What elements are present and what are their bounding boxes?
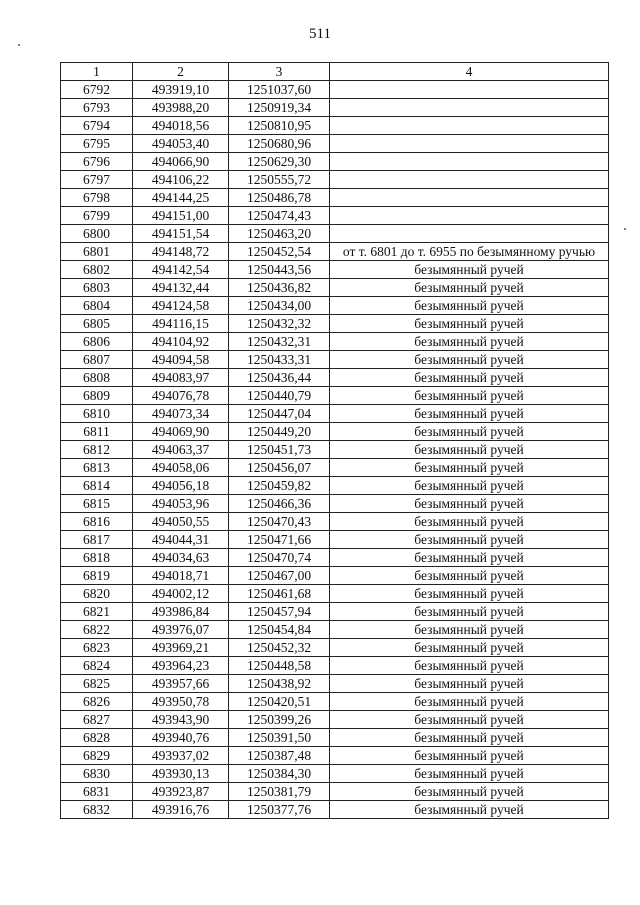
description-cell: безымянный ручей	[330, 801, 609, 819]
table-row	[61, 405, 609, 423]
point-number-cell: 6802	[61, 261, 133, 279]
x-coordinate-cell: 494044,31	[133, 531, 229, 549]
y-coordinate-cell: 1250432,31	[229, 333, 330, 351]
description-cell: безымянный ручей	[330, 405, 609, 423]
y-coordinate-cell: 1250447,04	[229, 405, 330, 423]
table-row	[61, 261, 609, 279]
table-row	[61, 603, 609, 621]
point-number-cell: 6812	[61, 441, 133, 459]
table-row	[61, 585, 609, 603]
y-coordinate-cell: 1250486,78	[229, 189, 330, 207]
scan-speck	[624, 228, 626, 230]
table-row	[61, 459, 609, 477]
table-row	[61, 189, 609, 207]
description-cell: безымянный ручей	[330, 639, 609, 657]
point-number-cell: 6819	[61, 567, 133, 585]
header-col-1: 1	[61, 63, 133, 81]
table-body	[61, 81, 609, 819]
x-coordinate-cell: 494094,58	[133, 351, 229, 369]
y-coordinate-cell: 1250456,07	[229, 459, 330, 477]
x-coordinate-cell: 494053,96	[133, 495, 229, 513]
point-number-cell: 6803	[61, 279, 133, 297]
description-cell: безымянный ручей	[330, 495, 609, 513]
y-coordinate-cell: 1250381,79	[229, 783, 330, 801]
table-row	[61, 333, 609, 351]
y-coordinate-cell: 1250384,30	[229, 765, 330, 783]
point-number-cell: 6806	[61, 333, 133, 351]
description-cell: от т. 6801 до т. 6955 по безымянному ручью	[330, 243, 609, 261]
description-cell	[330, 135, 609, 153]
description-cell: безымянный ручей	[330, 351, 609, 369]
description-cell: безымянный ручей	[330, 297, 609, 315]
header-col-2: 2	[133, 63, 229, 81]
y-coordinate-cell: 1250443,56	[229, 261, 330, 279]
description-cell: безымянный ручей	[330, 513, 609, 531]
x-coordinate-cell: 494151,54	[133, 225, 229, 243]
x-coordinate-cell: 494132,44	[133, 279, 229, 297]
table-row	[61, 495, 609, 513]
y-coordinate-cell: 1250466,36	[229, 495, 330, 513]
point-number-cell: 6811	[61, 423, 133, 441]
description-cell: безымянный ручей	[330, 765, 609, 783]
header-col-3: 3	[229, 63, 330, 81]
description-cell	[330, 207, 609, 225]
table-row	[61, 549, 609, 567]
point-number-cell: 6796	[61, 153, 133, 171]
point-number-cell: 6797	[61, 171, 133, 189]
x-coordinate-cell: 494076,78	[133, 387, 229, 405]
y-coordinate-cell: 1250452,32	[229, 639, 330, 657]
point-number-cell: 6807	[61, 351, 133, 369]
table-header	[61, 63, 609, 81]
point-number-cell: 6798	[61, 189, 133, 207]
point-number-cell: 6815	[61, 495, 133, 513]
description-cell	[330, 171, 609, 189]
y-coordinate-cell: 1250454,84	[229, 621, 330, 639]
y-coordinate-cell: 1250467,00	[229, 567, 330, 585]
x-coordinate-cell: 494053,40	[133, 135, 229, 153]
x-coordinate-cell: 493969,21	[133, 639, 229, 657]
y-coordinate-cell: 1250440,79	[229, 387, 330, 405]
y-coordinate-cell: 1250449,20	[229, 423, 330, 441]
point-number-cell: 6821	[61, 603, 133, 621]
table-row	[61, 729, 609, 747]
table-row	[61, 639, 609, 657]
y-coordinate-cell: 1250457,94	[229, 603, 330, 621]
table-row	[61, 171, 609, 189]
x-coordinate-cell: 493986,84	[133, 603, 229, 621]
y-coordinate-cell: 1250432,32	[229, 315, 330, 333]
point-number-cell: 6817	[61, 531, 133, 549]
point-number-cell: 6830	[61, 765, 133, 783]
x-coordinate-cell: 493988,20	[133, 99, 229, 117]
x-coordinate-cell: 494002,12	[133, 585, 229, 603]
y-coordinate-cell: 1250433,31	[229, 351, 330, 369]
table-row	[61, 153, 609, 171]
description-cell: безымянный ручей	[330, 675, 609, 693]
x-coordinate-cell: 493964,23	[133, 657, 229, 675]
table-row	[61, 783, 609, 801]
point-number-cell: 6794	[61, 117, 133, 135]
x-coordinate-cell: 494066,90	[133, 153, 229, 171]
description-cell: безымянный ручей	[330, 387, 609, 405]
table-row	[61, 675, 609, 693]
description-cell	[330, 225, 609, 243]
description-cell: безымянный ручей	[330, 279, 609, 297]
table-row	[61, 99, 609, 117]
point-number-cell: 6804	[61, 297, 133, 315]
x-coordinate-cell: 494083,97	[133, 369, 229, 387]
x-coordinate-cell: 494124,58	[133, 297, 229, 315]
coordinates-table	[60, 62, 609, 819]
point-number-cell: 6809	[61, 387, 133, 405]
x-coordinate-cell: 493943,90	[133, 711, 229, 729]
y-coordinate-cell: 1250680,96	[229, 135, 330, 153]
description-cell: безымянный ручей	[330, 261, 609, 279]
scan-speck	[18, 44, 20, 46]
description-cell: безымянный ручей	[330, 441, 609, 459]
point-number-cell: 6800	[61, 225, 133, 243]
header-col-4: 4	[330, 63, 609, 81]
description-cell: безымянный ручей	[330, 603, 609, 621]
point-number-cell: 6825	[61, 675, 133, 693]
y-coordinate-cell: 1250555,72	[229, 171, 330, 189]
table-row	[61, 531, 609, 549]
x-coordinate-cell: 494050,55	[133, 513, 229, 531]
table-row	[61, 369, 609, 387]
y-coordinate-cell: 1250438,92	[229, 675, 330, 693]
x-coordinate-cell: 494069,90	[133, 423, 229, 441]
description-cell: безымянный ручей	[330, 693, 609, 711]
point-number-cell: 6831	[61, 783, 133, 801]
point-number-cell: 6805	[61, 315, 133, 333]
table-row	[61, 207, 609, 225]
description-cell: безымянный ручей	[330, 783, 609, 801]
description-cell: безымянный ручей	[330, 657, 609, 675]
y-coordinate-cell: 1250459,82	[229, 477, 330, 495]
y-coordinate-cell: 1250452,54	[229, 243, 330, 261]
x-coordinate-cell: 494151,00	[133, 207, 229, 225]
x-coordinate-cell: 494073,34	[133, 405, 229, 423]
point-number-cell: 6801	[61, 243, 133, 261]
y-coordinate-cell: 1250470,74	[229, 549, 330, 567]
description-cell	[330, 81, 609, 99]
y-coordinate-cell: 1250919,34	[229, 99, 330, 117]
page-number: 511	[309, 26, 331, 42]
point-number-cell: 6829	[61, 747, 133, 765]
table-row	[61, 315, 609, 333]
point-number-cell: 6826	[61, 693, 133, 711]
description-cell	[330, 117, 609, 135]
x-coordinate-cell: 494063,37	[133, 441, 229, 459]
table-row	[61, 621, 609, 639]
table-row	[61, 441, 609, 459]
point-number-cell: 6792	[61, 81, 133, 99]
x-coordinate-cell: 493916,76	[133, 801, 229, 819]
point-number-cell: 6823	[61, 639, 133, 657]
x-coordinate-cell: 494034,63	[133, 549, 229, 567]
x-coordinate-cell: 493957,66	[133, 675, 229, 693]
point-number-cell: 6814	[61, 477, 133, 495]
point-number-cell: 6822	[61, 621, 133, 639]
description-cell: безымянный ручей	[330, 531, 609, 549]
x-coordinate-cell: 493976,07	[133, 621, 229, 639]
description-cell: безымянный ручей	[330, 477, 609, 495]
table-row	[61, 351, 609, 369]
x-coordinate-cell: 493919,10	[133, 81, 229, 99]
table-row	[61, 243, 609, 261]
y-coordinate-cell: 1250377,76	[229, 801, 330, 819]
x-coordinate-cell: 493930,13	[133, 765, 229, 783]
y-coordinate-cell: 1250629,30	[229, 153, 330, 171]
table-row	[61, 225, 609, 243]
point-number-cell: 6820	[61, 585, 133, 603]
point-number-cell: 6827	[61, 711, 133, 729]
description-cell: безымянный ручей	[330, 459, 609, 477]
x-coordinate-cell: 494058,06	[133, 459, 229, 477]
y-coordinate-cell: 1250810,95	[229, 117, 330, 135]
point-number-cell: 6818	[61, 549, 133, 567]
table-row	[61, 135, 609, 153]
y-coordinate-cell: 1251037,60	[229, 81, 330, 99]
point-number-cell: 6816	[61, 513, 133, 531]
description-cell: безымянный ручей	[330, 369, 609, 387]
x-coordinate-cell: 493940,76	[133, 729, 229, 747]
x-coordinate-cell: 494144,25	[133, 189, 229, 207]
table-row	[61, 747, 609, 765]
description-cell: безымянный ручей	[330, 729, 609, 747]
description-cell: безымянный ручей	[330, 315, 609, 333]
point-number-cell: 6793	[61, 99, 133, 117]
y-coordinate-cell: 1250399,26	[229, 711, 330, 729]
y-coordinate-cell: 1250391,50	[229, 729, 330, 747]
x-coordinate-cell: 493950,78	[133, 693, 229, 711]
point-number-cell: 6828	[61, 729, 133, 747]
x-coordinate-cell: 493923,87	[133, 783, 229, 801]
coordinates-table-wrap	[60, 62, 608, 819]
point-number-cell: 6824	[61, 657, 133, 675]
table-row	[61, 117, 609, 135]
header-row	[61, 63, 609, 81]
table-row	[61, 711, 609, 729]
table-row	[61, 693, 609, 711]
x-coordinate-cell: 494142,54	[133, 261, 229, 279]
y-coordinate-cell: 1250461,68	[229, 585, 330, 603]
table-row	[61, 279, 609, 297]
y-coordinate-cell: 1250463,20	[229, 225, 330, 243]
point-number-cell: 6810	[61, 405, 133, 423]
x-coordinate-cell: 494148,72	[133, 243, 229, 261]
description-cell: безымянный ручей	[330, 423, 609, 441]
table-row	[61, 387, 609, 405]
table-row	[61, 297, 609, 315]
description-cell: безымянный ручей	[330, 333, 609, 351]
x-coordinate-cell: 494018,56	[133, 117, 229, 135]
x-coordinate-cell: 493937,02	[133, 747, 229, 765]
description-cell: безымянный ручей	[330, 747, 609, 765]
y-coordinate-cell: 1250387,48	[229, 747, 330, 765]
table-row	[61, 423, 609, 441]
table-row	[61, 567, 609, 585]
point-number-cell: 6813	[61, 459, 133, 477]
table-row	[61, 513, 609, 531]
table-row	[61, 81, 609, 99]
x-coordinate-cell: 494056,18	[133, 477, 229, 495]
y-coordinate-cell: 1250434,00	[229, 297, 330, 315]
table-row	[61, 477, 609, 495]
y-coordinate-cell: 1250436,44	[229, 369, 330, 387]
y-coordinate-cell: 1250448,58	[229, 657, 330, 675]
description-cell	[330, 189, 609, 207]
description-cell: безымянный ручей	[330, 621, 609, 639]
y-coordinate-cell: 1250436,82	[229, 279, 330, 297]
y-coordinate-cell: 1250471,66	[229, 531, 330, 549]
description-cell: безымянный ручей	[330, 585, 609, 603]
point-number-cell: 6808	[61, 369, 133, 387]
table-row	[61, 765, 609, 783]
description-cell	[330, 99, 609, 117]
description-cell: безымянный ручей	[330, 567, 609, 585]
description-cell	[330, 153, 609, 171]
point-number-cell: 6799	[61, 207, 133, 225]
table-row	[61, 657, 609, 675]
description-cell: безымянный ручей	[330, 549, 609, 567]
y-coordinate-cell: 1250420,51	[229, 693, 330, 711]
x-coordinate-cell: 494116,15	[133, 315, 229, 333]
x-coordinate-cell: 494018,71	[133, 567, 229, 585]
table-row	[61, 801, 609, 819]
y-coordinate-cell: 1250451,73	[229, 441, 330, 459]
x-coordinate-cell: 494106,22	[133, 171, 229, 189]
point-number-cell: 6832	[61, 801, 133, 819]
x-coordinate-cell: 494104,92	[133, 333, 229, 351]
y-coordinate-cell: 1250470,43	[229, 513, 330, 531]
y-coordinate-cell: 1250474,43	[229, 207, 330, 225]
description-cell: безымянный ручей	[330, 711, 609, 729]
point-number-cell: 6795	[61, 135, 133, 153]
